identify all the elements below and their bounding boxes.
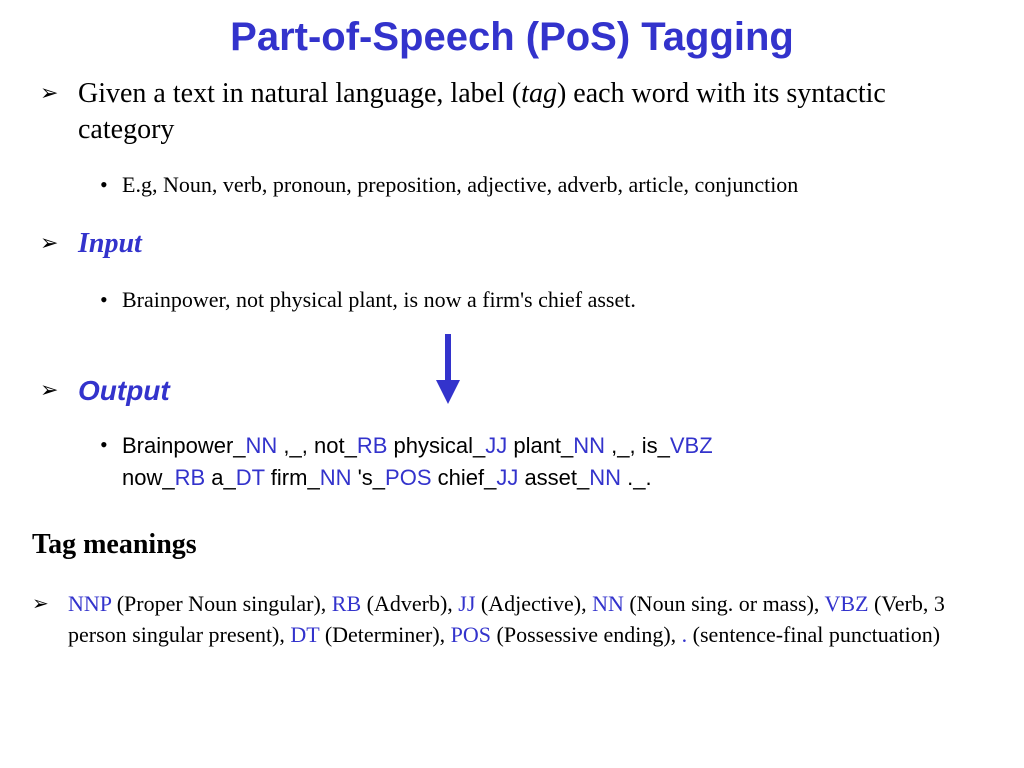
down-arrow-icon xyxy=(432,334,464,406)
bullet-text-after: ) each word with its syntactic category xyxy=(78,78,886,145)
tag-meanings-heading: Tag meanings xyxy=(32,529,197,560)
bullet-text-before: Given a text in natural language, label ( xyxy=(78,78,522,109)
slide-title: Part-of-Speech (PoS) Tagging xyxy=(230,15,794,59)
tagged-output xyxy=(122,430,902,494)
output-token: physical_JJ xyxy=(387,433,508,458)
arrow-bullet-icon: ➢ xyxy=(32,591,49,615)
tag-meaning-item: RB (Adverb), xyxy=(331,591,459,616)
output-token: a_DT xyxy=(205,465,265,490)
bullet-given-text xyxy=(78,76,978,148)
tag-meaning-item: DT (Determiner), xyxy=(290,622,451,647)
output-token: ,_, not_RB xyxy=(277,433,388,458)
dot-bullet-icon: • xyxy=(100,287,108,312)
arrow-bullet-icon: ➢ xyxy=(40,231,59,256)
output-token: ._. xyxy=(621,465,652,490)
input-label: Input xyxy=(78,228,142,259)
tag-word: tag xyxy=(521,78,557,109)
dot-bullet-icon: • xyxy=(100,432,108,457)
input-sentence: Brainpower, not physical plant, is now a firm's chief asset. xyxy=(122,287,636,312)
output-token: chief_JJ xyxy=(431,465,519,490)
tag-meaning-item: VBZ (Verb, 3 person singular present), xyxy=(68,591,945,647)
arrow-bullet-icon: ➢ xyxy=(40,378,59,403)
tag-meaning-item: JJ (Adjective), xyxy=(458,591,593,616)
output-token: 's_POS xyxy=(351,465,432,490)
tag-meanings-list xyxy=(68,588,1008,650)
output-token: ,_, is_VBZ xyxy=(605,433,713,458)
tag-meaning-item: . (sentence-final punctuation) xyxy=(681,622,941,647)
output-label: Output xyxy=(78,375,170,406)
dot-bullet-icon: • xyxy=(100,172,108,197)
arrow-bullet-icon: ➢ xyxy=(40,81,59,106)
output-token: Brainpower_NN xyxy=(122,433,278,458)
output-token: firm_NN xyxy=(264,465,352,490)
output-token: plant_NN xyxy=(507,433,606,458)
output-token: asset_NN xyxy=(518,465,622,490)
tag-meaning-item: NN (Noun sing. or mass), xyxy=(592,591,825,616)
tag-meaning-item: NNP (Proper Noun singular), xyxy=(68,591,332,616)
output-token: now_RB xyxy=(122,465,206,490)
tag-meaning-item: POS (Possessive ending), xyxy=(450,622,682,647)
categories-example: E.g, Noun, verb, pronoun, preposition, adjective, adverb, article, conjunction xyxy=(122,172,799,197)
